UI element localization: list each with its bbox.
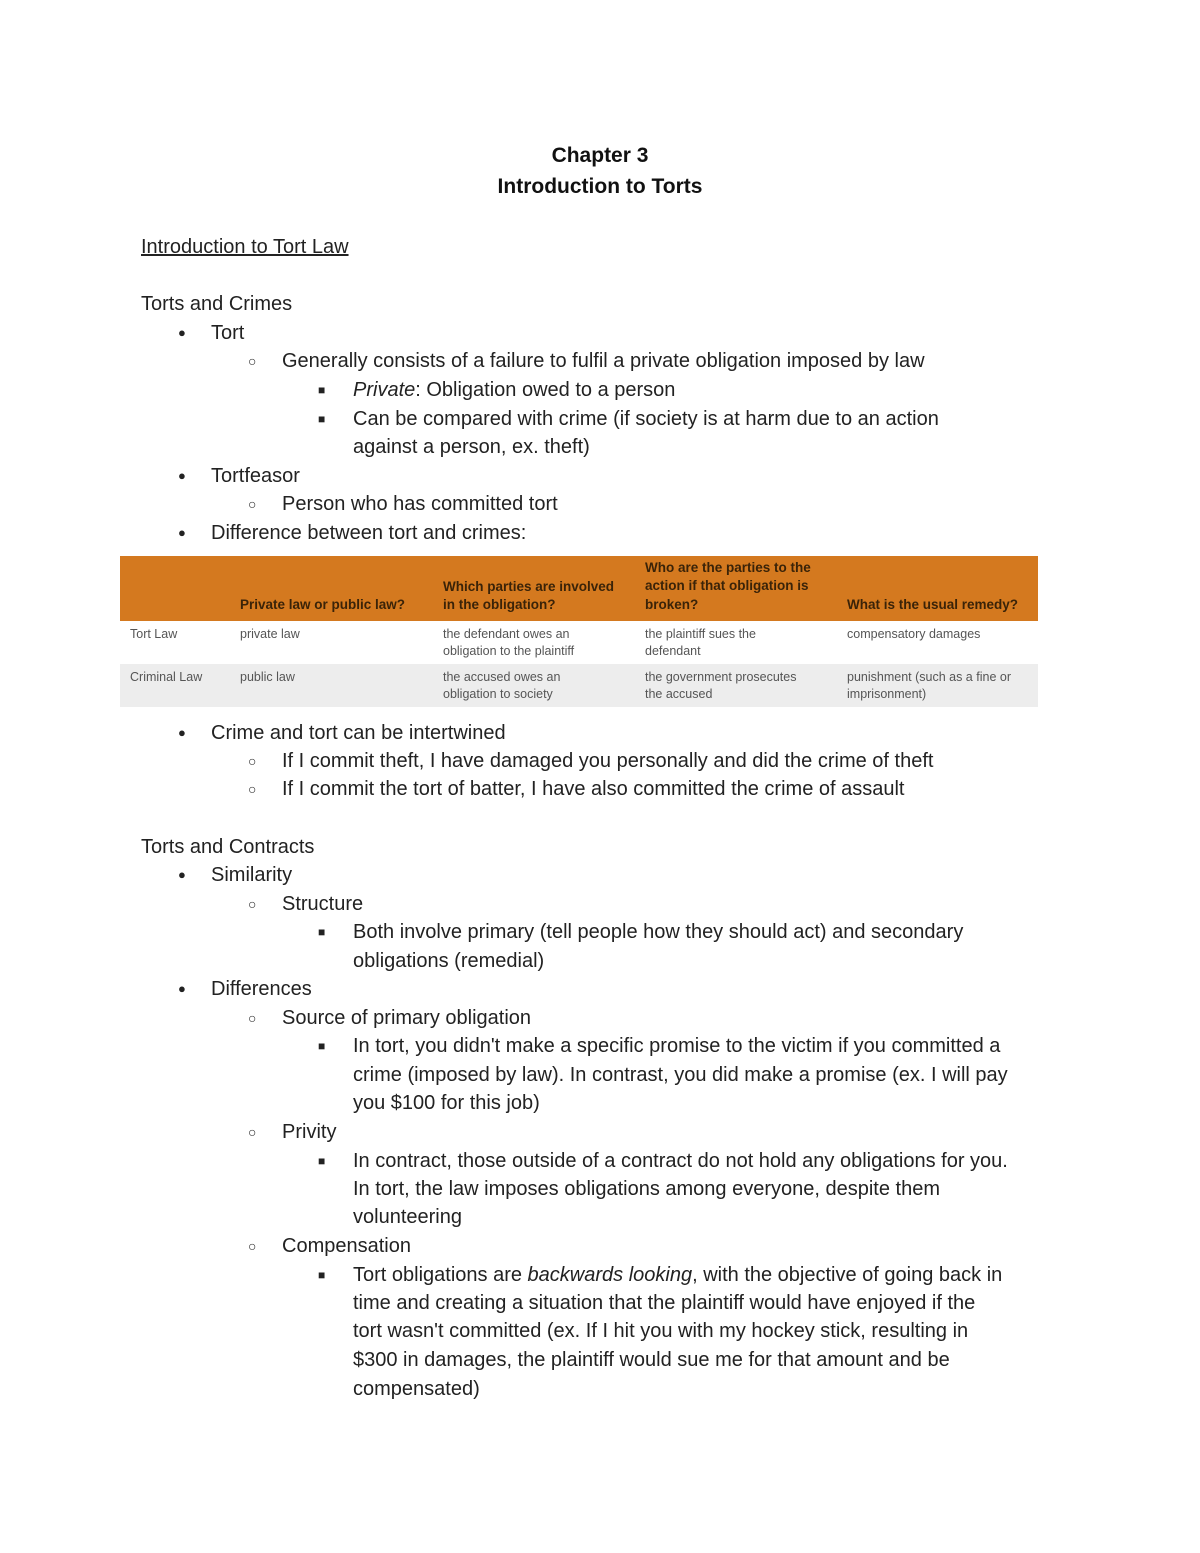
- header-col3-l1: Who are the parties to the: [645, 560, 811, 575]
- table-row: [120, 621, 1038, 664]
- private-label: Private: [353, 379, 416, 401]
- row-parties-l1: the accused owes an: [443, 670, 561, 684]
- row-parties-l2: obligation to the plaintiff: [443, 644, 575, 658]
- row-remedy-l2: imprisonment): [847, 687, 927, 701]
- bullet-circle-icon: ○: [248, 753, 257, 769]
- torts-contracts-heading: Torts and Contracts: [141, 836, 315, 858]
- tort-item: Tort: [211, 322, 245, 344]
- section-heading: Introduction to Tort Law: [141, 236, 349, 258]
- tortfeasor-definition: Person who has committed tort: [282, 493, 558, 515]
- bullet-square-icon: ■: [318, 412, 326, 426]
- row-label: Criminal Law: [130, 670, 203, 684]
- header-col4: What is the usual remedy?: [847, 597, 1019, 612]
- row-law: private law: [240, 627, 300, 641]
- compensation-line-2: time and creating a situation that the plaintiff would have enjoyed if the: [353, 1292, 976, 1314]
- differences-item: Differences: [211, 978, 312, 1000]
- comp-text-a: Tort obligations are: [353, 1264, 528, 1286]
- source-line-2: crime (imposed by law). In contrast, you did make a promise (ex. I will pay: [353, 1064, 1008, 1086]
- bullet-square-icon: ■: [318, 925, 326, 939]
- row-remedy-l1: compensatory damages: [847, 627, 981, 641]
- bullet-square-icon: ■: [318, 1268, 326, 1282]
- tortfeasor-item: Tortfeasor: [211, 465, 300, 487]
- bullet-square-icon: ■: [318, 383, 326, 397]
- similarity-item: Similarity: [211, 864, 293, 886]
- privity-line-3: volunteering: [353, 1206, 462, 1228]
- bullet-disc-icon: ●: [178, 468, 186, 483]
- privity-item: Privity: [282, 1121, 337, 1143]
- compensation-line-3: tort wasn't committed (ex. If I hit you with my hockey stick, resulting in: [353, 1320, 969, 1342]
- table-row: [120, 664, 1038, 707]
- compare-line-2: against a person, ex. theft): [353, 436, 590, 458]
- source-line-3: you $100 for this job): [353, 1092, 540, 1114]
- structure-item: Structure: [282, 893, 364, 915]
- bullet-square-icon: ■: [318, 1039, 326, 1053]
- structure-line-2: obligations (remedial): [353, 950, 545, 972]
- difference-item: Difference between tort and crimes:: [211, 522, 527, 544]
- table-header: [120, 556, 1038, 621]
- private-text: : Obligation owed to a person: [415, 379, 676, 401]
- bullet-circle-icon: ○: [248, 496, 257, 512]
- bullet-square-icon: ■: [318, 1154, 326, 1168]
- header-col3-l3: broken?: [645, 597, 699, 612]
- comparison-table: [120, 556, 1038, 707]
- bullet-disc-icon: ●: [178, 725, 186, 740]
- bullet-circle-icon: ○: [248, 1238, 257, 1254]
- row-parties-l2: obligation to society: [443, 687, 553, 701]
- compensation-line-1: [353, 1261, 1002, 1289]
- bullet-circle-icon: ○: [248, 781, 257, 797]
- compensation-item: Compensation: [282, 1235, 411, 1257]
- bullet-disc-icon: ●: [178, 325, 186, 340]
- comp-text-c: , with the objective of going back in: [692, 1264, 1003, 1286]
- comp-emphasis: backwards looking: [527, 1264, 693, 1286]
- chapter-title: Introduction to Torts: [497, 175, 703, 198]
- compensation-line-4: $300 in damages, the plaintiff would sue me for that amount and be: [353, 1349, 950, 1371]
- row-action-l2: the accused: [645, 687, 713, 701]
- torts-crimes-heading: Torts and Crimes: [141, 293, 293, 315]
- row-parties-l1: the defendant owes an: [443, 627, 570, 641]
- example-1: If I commit theft, I have damaged you personally and did the crime of theft: [282, 750, 934, 772]
- header-col1: Private law or public law?: [240, 597, 406, 612]
- header-col3-l2: action if that obligation is: [645, 578, 809, 593]
- bullet-circle-icon: ○: [248, 1010, 257, 1026]
- row-action-l2: defendant: [645, 644, 701, 658]
- privity-line-2: In tort, the law imposes obligations among everyone, despite them: [353, 1178, 940, 1200]
- row-label: Tort Law: [130, 627, 178, 641]
- bullet-disc-icon: ●: [178, 867, 186, 882]
- tort-definition: Generally consists of a failure to fulfil a private obligation imposed by law: [282, 350, 925, 372]
- source-line-1: In tort, you didn't make a specific promise to the victim if you committed a: [353, 1035, 1001, 1057]
- row-law: public law: [240, 670, 295, 684]
- header-col2-l1: Which parties are involved: [443, 579, 615, 594]
- row-remedy-l1: punishment (such as a fine or: [847, 670, 1011, 684]
- row-action-l1: the plaintiff sues the: [645, 627, 756, 641]
- compensation-line-5: compensated): [353, 1378, 480, 1400]
- chapter-number: Chapter 3: [551, 144, 649, 167]
- bullet-disc-icon: ●: [178, 981, 186, 996]
- row-action-l1: the government prosecutes: [645, 670, 797, 684]
- source-item: Source of primary obligation: [282, 1007, 532, 1029]
- header-col2-l2: in the obligation?: [443, 597, 556, 612]
- privity-line-1: In contract, those outside of a contract do not hold any obligations for you.: [353, 1150, 1008, 1172]
- private-definition: [353, 376, 675, 404]
- bullet-disc-icon: ●: [178, 525, 186, 540]
- compare-line-1: Can be compared with crime (if society is at harm due to an action: [353, 408, 939, 430]
- structure-line-1: Both involve primary (tell people how they should act) and secondary: [353, 921, 964, 943]
- bullet-circle-icon: ○: [248, 353, 257, 369]
- example-2: If I commit the tort of batter, I have also committed the crime of assault: [282, 778, 905, 800]
- bullet-circle-icon: ○: [248, 896, 257, 912]
- intertwined-item: Crime and tort can be intertwined: [211, 722, 506, 744]
- bullet-circle-icon: ○: [248, 1124, 257, 1140]
